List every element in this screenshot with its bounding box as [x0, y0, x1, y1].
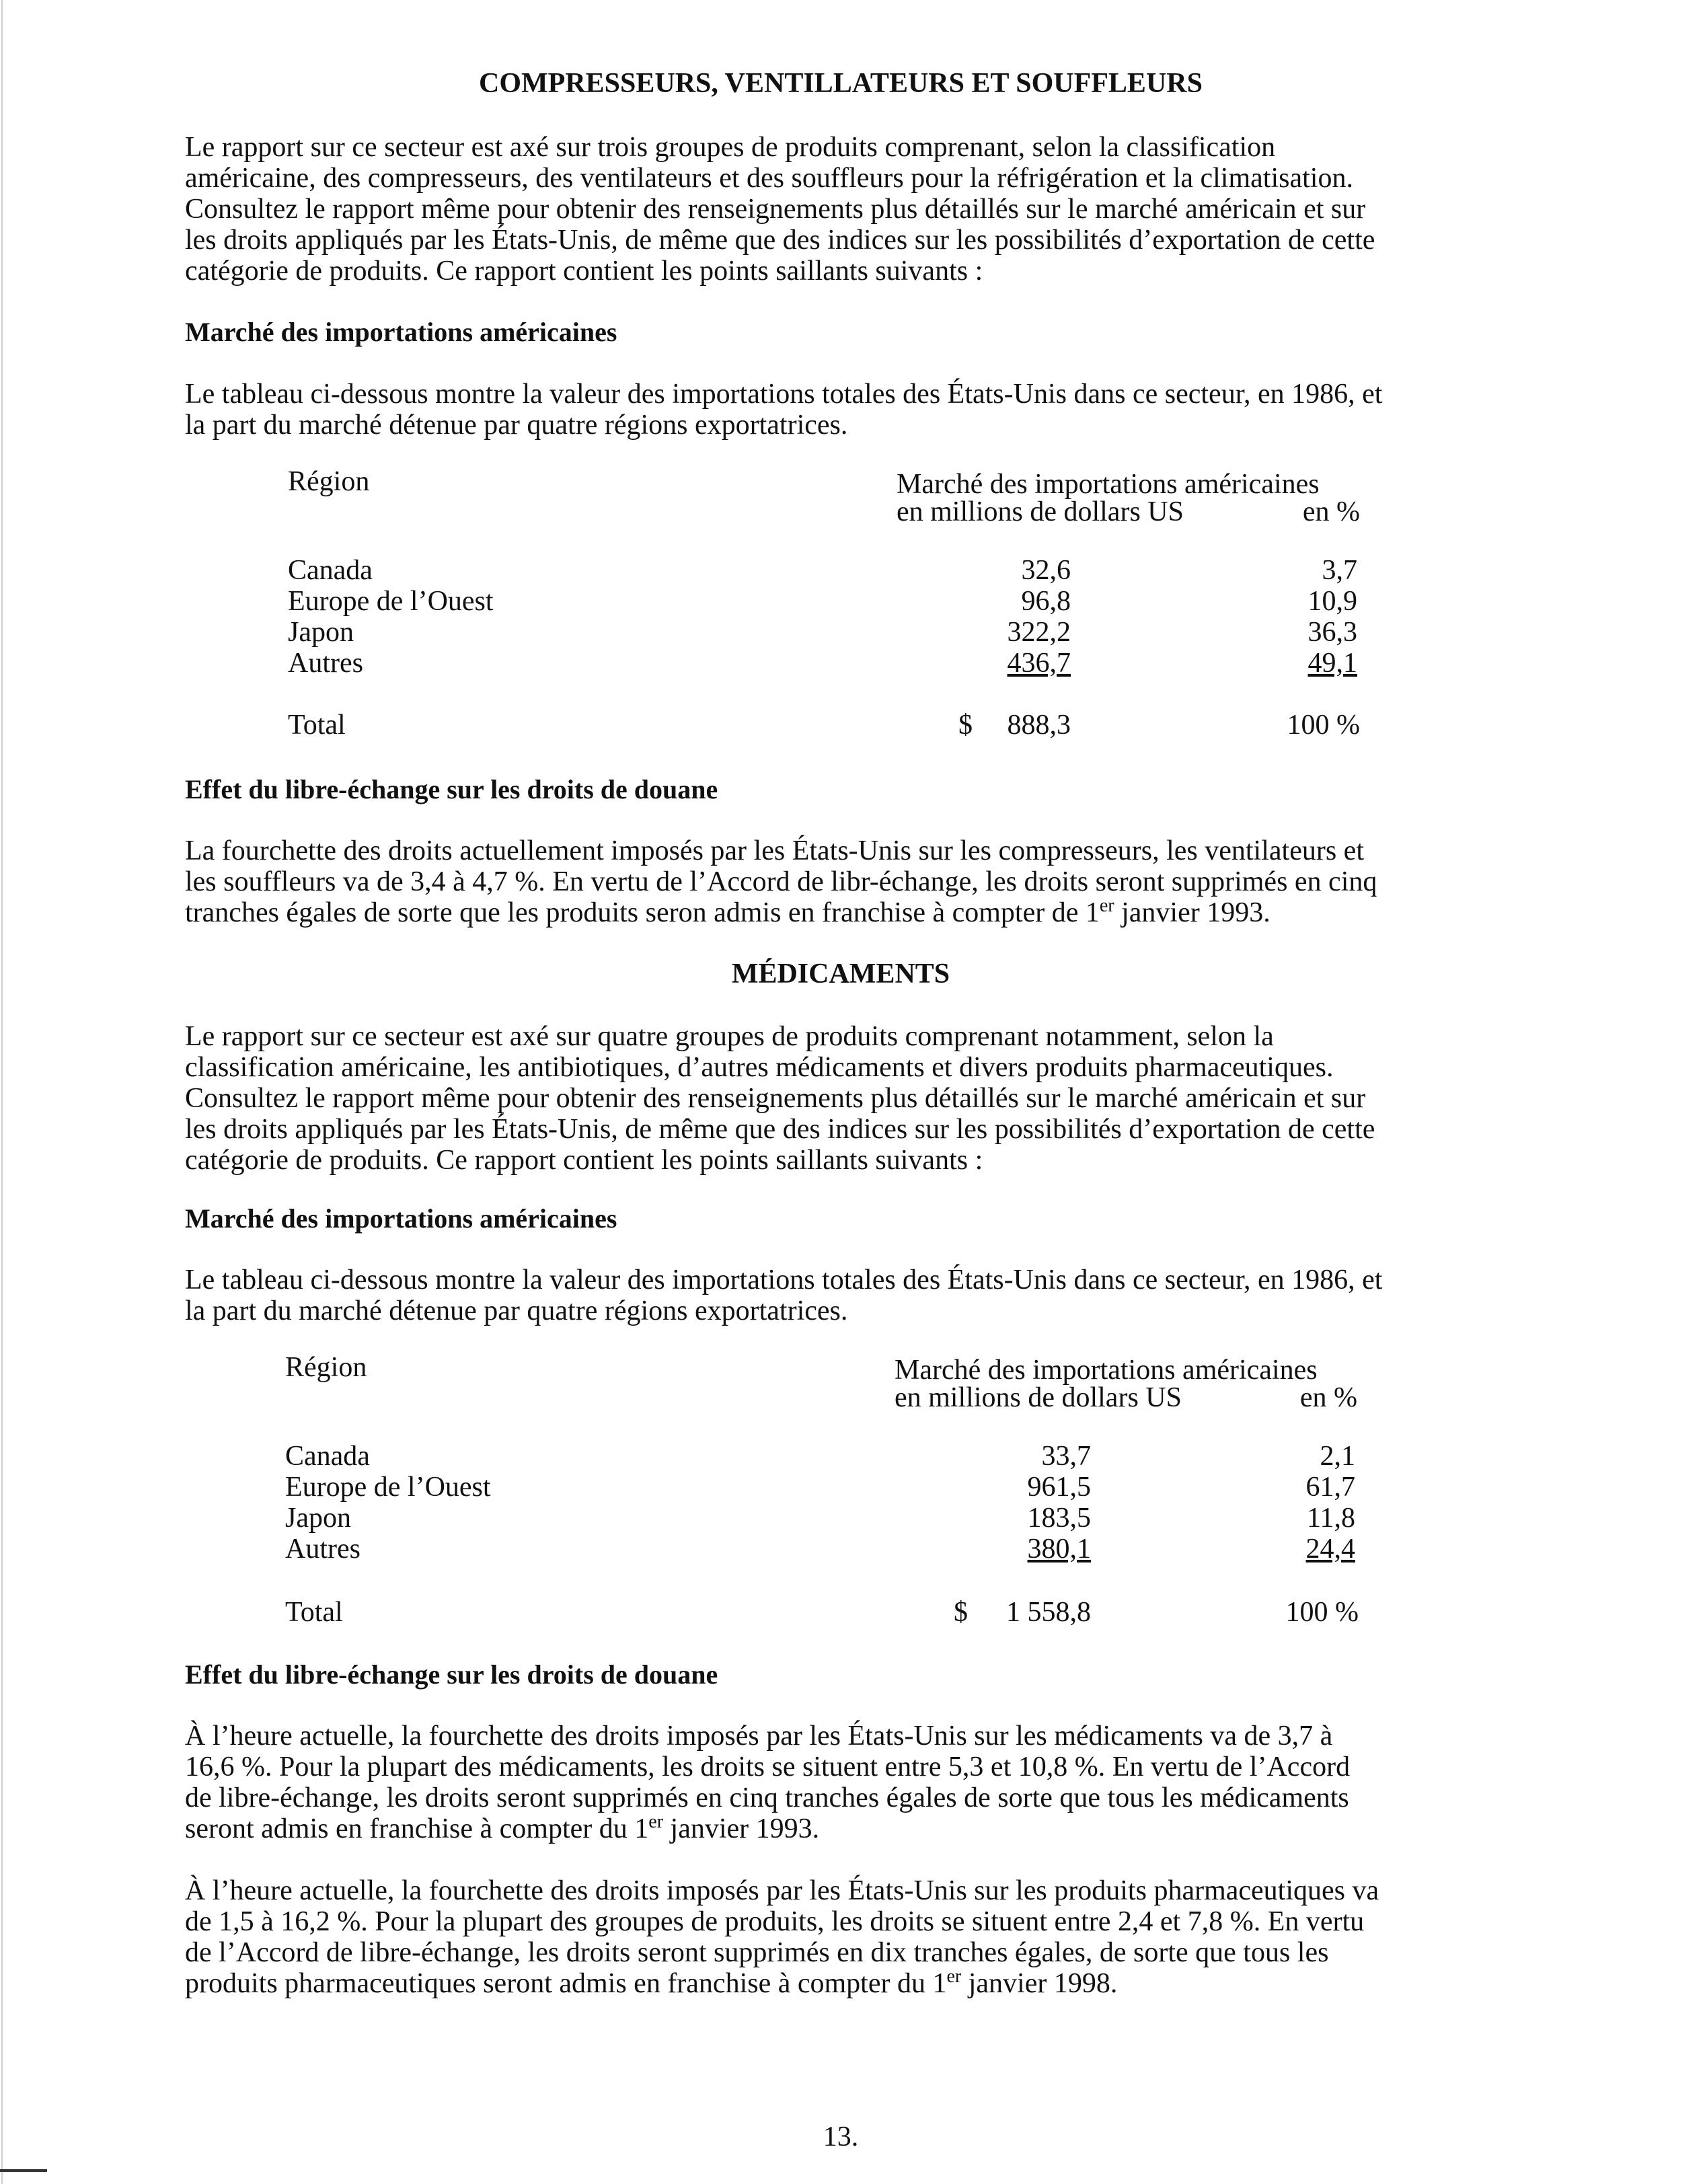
table-row-region: Japon: [285, 1503, 351, 1534]
table-total-value: 1 558,8: [1006, 1597, 1091, 1628]
text-line: de l’Accord de libre-échange, les droits seront supprimés en dix tranches égales, de sorte que tous les: [185, 1937, 1329, 1968]
table-row-pct: 61,7: [1305, 1472, 1355, 1503]
table-row-region: Canada: [285, 1441, 370, 1472]
table-total-currency: $: [958, 710, 973, 741]
superscript: er: [648, 1811, 664, 1832]
table-row-pct-text: 24,4: [1305, 1534, 1355, 1565]
column-header-market: Marché des importations américaines: [895, 1355, 1318, 1386]
table-row-value: 33,7: [1041, 1441, 1091, 1472]
table-row-value: 183,5: [1027, 1503, 1091, 1534]
table-total-label: Total: [285, 1597, 343, 1628]
column-header-pct: en %: [1299, 1382, 1357, 1413]
section2-market-text: [185, 1265, 1517, 1326]
table-total-pct: 100 %: [1287, 710, 1360, 741]
text-line: [185, 1968, 1517, 1999]
text-line: 16,6 %. Pour la plupart des médicaments, les droits se situent entre 5,3 et 10,8 %. En vertu de l’Accord: [185, 1752, 1351, 1782]
table-row-value: 96,8: [1021, 586, 1071, 617]
section-title-compressors: COMPRESSEURS, VENTILLATEURS ET SOUFFLEURS: [479, 68, 1203, 99]
section2-effect-p1: [185, 1721, 1517, 1844]
text-line: Le tableau ci-dessous montre la valeur des importations totales des États-Unis dans ce secteur, en 1986, et: [185, 1265, 1383, 1295]
table-total-value: 888,3: [1007, 710, 1071, 741]
text-line: catégorie de produits. Ce rapport contient les points saillants suivants :: [185, 256, 983, 287]
table-row-pct: 10,9: [1307, 586, 1357, 617]
text-span: janvier 1993.: [670, 1813, 820, 1844]
text-line: de libre-échange, les droits seront supprimés en cinq tranches égales de sorte que tous les médicaments: [185, 1782, 1349, 1813]
table-row-pct: 3,7: [1322, 555, 1357, 586]
table-row-region: Autres: [285, 1534, 361, 1565]
column-header-pct: en %: [1302, 496, 1360, 527]
text-line: La fourchette des droits actuellement imposés par les États-Unis sur les compresseurs, les ventilateurs et: [185, 835, 1364, 866]
text-line: américaine, des compresseurs, des ventilateurs et des souffleurs pour la réfrigération et la climatisation.: [185, 163, 1353, 194]
text-span: produits pharmaceutiques seront admis en franchise à compter du 1: [185, 1968, 947, 1999]
text-line: Consultez le rapport même pour obtenir des renseignements plus détaillés sur le marché américain et sur: [185, 194, 1366, 225]
text-line: Le tableau ci-dessous montre la valeur des importations totales des États-Unis dans ce secteur, en 1986, et: [185, 379, 1383, 410]
text-line: la part du marché détenue par quatre régions exportatrices.: [185, 1295, 848, 1326]
table-row-region: Autres: [288, 648, 363, 679]
text-line: [185, 897, 1517, 928]
section1-market-heading: Marché des importations américaines: [185, 317, 617, 347]
table-row-pct: [1251, 1534, 1355, 1565]
table-row-value: [942, 1534, 1091, 1565]
column-header-region: Région: [288, 466, 370, 497]
text-line: [185, 1813, 1517, 1844]
table-row-pct: 11,8: [1307, 1503, 1355, 1534]
section1-intro: [185, 132, 1517, 287]
table-row-pct: [1251, 648, 1357, 679]
section1-market-text: [185, 379, 1517, 441]
text-line: les droits appliqués par les États-Unis, de même que des indices sur les possibilités d’exportation de cette: [185, 1114, 1375, 1145]
table-row-pct: 36,3: [1307, 617, 1357, 648]
table-row-region: Europe de l’Ouest: [288, 586, 494, 617]
table-row-region: Canada: [288, 555, 373, 586]
table-total-label: Total: [288, 710, 346, 741]
section2-intro: [185, 1021, 1517, 1176]
section2-effect-p2: [185, 1875, 1517, 1999]
column-header-millions: en millions de dollars US: [895, 1382, 1182, 1413]
text-line: de 1,5 à 16,2 %. Pour la plupart des groupes de produits, les droits se situent entre 2,4 et 7,8 %. En vertu: [185, 1906, 1365, 1937]
superscript: er: [1099, 895, 1114, 916]
table-row-value-text: 380,1: [1027, 1534, 1091, 1565]
column-header-region: Région: [285, 1352, 367, 1383]
column-header-millions: en millions de dollars US: [897, 496, 1184, 527]
text-line: classification américaine, les antibiotiques, d’autres médicaments et divers produits pharmaceutiques.: [185, 1052, 1334, 1083]
text-span: janvier 1993.: [1121, 897, 1270, 928]
section1-effect-heading: Effet du libre-échange sur les droits de douane: [185, 774, 718, 804]
table-row-pct: 2,1: [1320, 1441, 1355, 1472]
table-row-value: 322,2: [1007, 617, 1071, 648]
text-line: À l’heure actuelle, la fourchette des droits imposés par les États-Unis sur les médicaments va de 3,7 à: [185, 1721, 1333, 1752]
table-row-value-text: 436,7: [1007, 648, 1071, 679]
text-line: les souffleurs va de 3,4 à 4,7 %. En vertu de l’Accord de libr-échange, les droits seront supprimés en cinq: [185, 866, 1377, 897]
page-number: 13.: [823, 2121, 859, 2152]
text-line: la part du marché détenue par quatre régions exportatrices.: [185, 410, 848, 441]
text-span: seront admis en franchise à compter du 1: [185, 1813, 649, 1844]
section2-market-heading: Marché des importations américaines: [185, 1203, 617, 1234]
column-header-market: Marché des importations américaines: [897, 469, 1320, 500]
section-title-medicaments: MÉDICAMENTS: [731, 958, 950, 989]
text-line: À l’heure actuelle, la fourchette des droits imposés par les États-Unis sur les produits pharmaceutiques va: [185, 1875, 1379, 1906]
section2-effect-heading: Effet du libre-échange sur les droits de douane: [185, 1659, 718, 1690]
table-row-value: [942, 648, 1071, 679]
text-line: les droits appliqués par les États-Unis, de même que des indices sur les possibilités d’exportation de cette: [185, 225, 1375, 256]
text-span: janvier 1998.: [968, 1968, 1118, 1999]
text-span: tranches égales de sorte que les produits seron admis en franchise à compter de 1: [185, 897, 1100, 928]
table-total-currency: $: [954, 1597, 968, 1628]
table-row-value: 32,6: [1021, 555, 1071, 586]
text-line: Le rapport sur ce secteur est axé sur trois groupes de produits comprenant, selon la classification: [185, 132, 1276, 163]
table-row-region: Japon: [288, 617, 354, 648]
table-row-region: Europe de l’Ouest: [285, 1472, 491, 1503]
scan-left-edge: [1, 0, 3, 2184]
table-row-value: 961,5: [1027, 1472, 1091, 1503]
section1-effect-text: [185, 835, 1517, 928]
text-line: Consultez le rapport même pour obtenir des renseignements plus détaillés sur le marché américain et sur: [185, 1083, 1366, 1114]
scan-bottom-mark: [0, 2169, 47, 2172]
text-line: Le rapport sur ce secteur est axé sur quatre groupes de produits comprenant notamment, selon la: [185, 1021, 1274, 1052]
superscript: er: [946, 1966, 962, 1987]
table-total-pct: 100 %: [1285, 1597, 1359, 1628]
table-row-pct-text: 49,1: [1307, 648, 1357, 679]
text-line: catégorie de produits. Ce rapport contient les points saillants suivants :: [185, 1145, 983, 1176]
